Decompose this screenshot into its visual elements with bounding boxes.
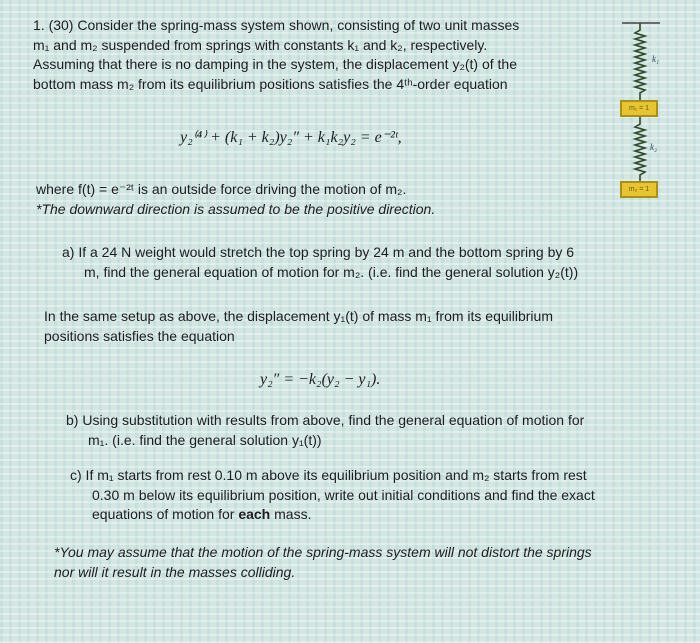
spring-k2 <box>635 117 645 181</box>
mass-1: m₁ = 1 <box>620 100 658 117</box>
assume-line: nor will it result in the masses colliding. <box>54 563 296 580</box>
spring-mass-diagram <box>600 18 670 198</box>
setup-line: positions satisfies the equation <box>44 327 235 344</box>
part-c-line: c) If m₁ starts from rest 0.10 m above its equilibrium position and m₂ starts from rest <box>70 467 587 483</box>
part-b-line: m₁. (i.e. find the general solution y₁(t)) <box>88 431 322 448</box>
problem-intro <box>33 16 519 94</box>
text: equations of motion for <box>92 506 239 522</box>
part-a-line: m, find the general equation of motion for m₂. (i.e. find the general solution y₂(t)) <box>84 263 579 280</box>
setup-block <box>44 307 553 346</box>
equation-fourth-order: y₂⁽⁴⁾ + (k₁ + k₂)y₂″ + k₁k₂y₂ = e⁻²ᵗ, <box>180 129 402 146</box>
direction-note: *The downward direction is assumed to be the positive direction. <box>36 200 436 217</box>
k1-label: k₁ <box>652 54 660 64</box>
k2-label: k₂ <box>650 142 658 152</box>
mass-2: m₂ = 1 <box>620 181 658 198</box>
intro-line: 1. (30) Consider the spring-mass system shown, consisting of two unit masses <box>33 17 520 33</box>
assume-line: *You may assume that the motion of the spring-mass system will not distort the springs <box>54 544 592 560</box>
intro-line: Assuming that there is no damping in the system, the displacement y₂(t) of the <box>33 56 518 72</box>
part-a <box>62 243 578 282</box>
where-block <box>36 180 435 219</box>
emphasis: each <box>238 506 271 522</box>
text: mass. <box>270 506 312 522</box>
spring-k1 <box>635 23 645 100</box>
part-c-line <box>70 505 595 525</box>
intro-line: m₁ and m₂ suspended from springs with constants k₁ and k₂, respectively. <box>33 36 488 53</box>
part-a-line: a) If a 24 N weight would stretch the top spring by 24 m and the bottom spring by 6 <box>62 244 575 260</box>
part-c <box>70 466 595 525</box>
intro-line: bottom mass m₂ from its equilibrium positions satisfies the 4ᵗʰ-order equation <box>33 75 508 92</box>
part-c-line: 0.30 m below its equilibrium position, write out initial conditions and find the exact <box>92 486 595 503</box>
part-b-line: b) Using substitution with results from above, find the general equation of motion for <box>66 412 585 428</box>
part-b <box>66 411 584 450</box>
equation-coupled: y₂″ = −k₂(y₂ − y₁). <box>260 371 381 388</box>
where-line: where f(t) = e⁻²ᵗ is an outside force driving the motion of m₂. <box>36 181 407 197</box>
setup-line: In the same setup as above, the displacement y₁(t) of mass m₁ from its equilibrium <box>44 308 553 324</box>
assumption-note <box>54 543 592 582</box>
